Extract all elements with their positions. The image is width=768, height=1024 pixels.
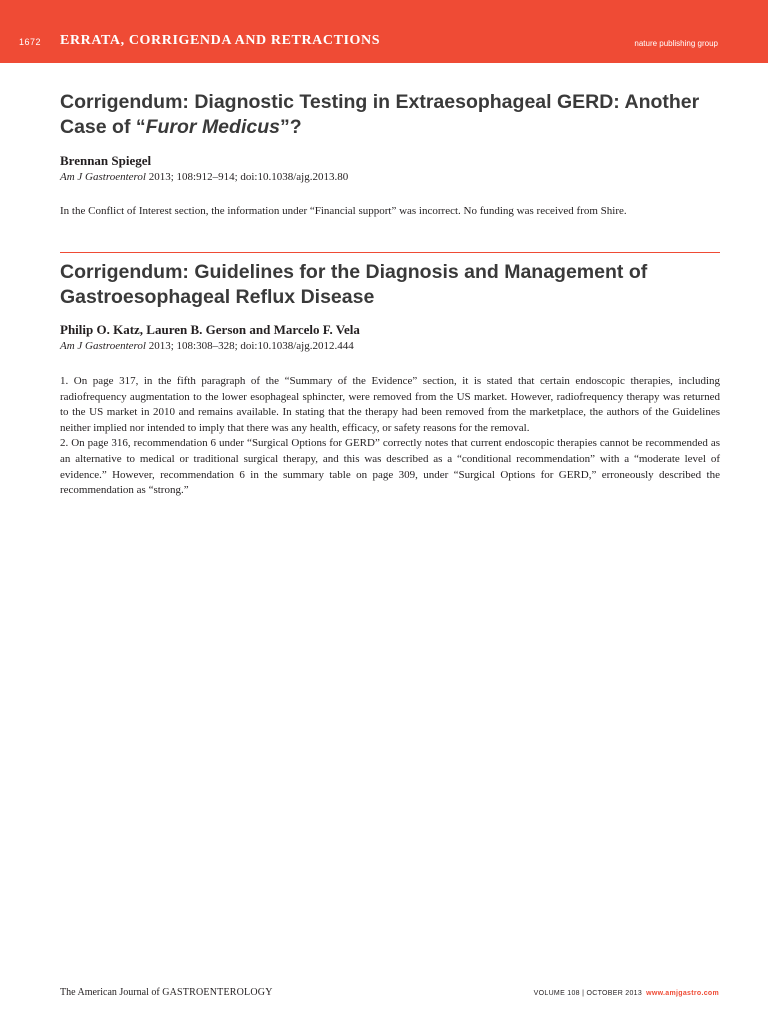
article-2-title: Corrigendum: Guidelines for the Diagnosis and Management of Gastroesophageal Reflux Disease bbox=[60, 261, 648, 308]
publisher-name: nature publishing group bbox=[634, 39, 718, 48]
article-1-citation-journal: Am J Gastroenterol bbox=[60, 171, 146, 183]
header-bar bbox=[0, 0, 768, 63]
article-2-citation-details: 2013; 108:308–328; doi:10.1038/ajg.2012.444 bbox=[145, 340, 354, 352]
article-1-title bbox=[60, 90, 720, 140]
footer-issue-info bbox=[534, 990, 719, 997]
footer-url-link[interactable]: www.amjgastro.com bbox=[646, 990, 719, 997]
article-1-authors: Brennan Spiegel bbox=[60, 153, 152, 168]
footer-volume-date: VOLUME 108 | OCTOBER 2013 bbox=[533, 990, 643, 997]
article-2-paragraph-2: 2. On page 316, recommendation 6 under “Surgical Options for GERD” correctly notes that current endoscopic therapies cannot be recommended as an alternative to medical or traditional surgical therapy, and this was described as a “conditional recommendation” with a “moderate level of evidence.” However, recommendation 6 in the summary table on page 309, under “Surgical Options for GERD,” erroneously described the recommendation as “strong.” bbox=[60, 437, 720, 497]
page-number: 1672 bbox=[19, 37, 42, 47]
section-title: ERRATA, CORRIGENDA AND RETRACTIONS bbox=[60, 33, 381, 48]
article-1-title-prefix: Corrigendum: Diagnostic Testing in Extraesophageal GERD: Another Case of “ bbox=[60, 91, 700, 138]
article-1-citation-details: 2013; 108:912–914; doi:10.1038/ajg.2013.80 bbox=[145, 171, 349, 183]
article-1-citation bbox=[60, 170, 720, 184]
article-2-authors: Philip O. Katz, Lauren B. Gerson and Marcelo F. Vela bbox=[60, 322, 360, 337]
footer-journal-name bbox=[60, 987, 273, 998]
article-1-title-suffix: ”? bbox=[279, 116, 302, 138]
article-divider bbox=[60, 252, 720, 253]
footer-journal-prefix: The American Journal bbox=[60, 987, 149, 998]
article-1-body: In the Conflict of Interest section, the information under “Financial support” was incorrect. No funding was received from Shire. bbox=[60, 205, 627, 217]
footer-journal-of: of bbox=[148, 987, 163, 998]
article-2-citation bbox=[60, 339, 720, 353]
footer-journal-title: GASTROENTEROLOGY bbox=[162, 987, 273, 998]
article-1-title-italic: Furor Medicus bbox=[145, 116, 280, 138]
corrigendum-article-2 bbox=[60, 260, 720, 499]
article-2-citation-journal: Am J Gastroenterol bbox=[60, 340, 146, 352]
corrigendum-article-1 bbox=[60, 90, 720, 220]
article-2-paragraph-1: 1. On page 317, in the fifth paragraph of the “Summary of the Evidence” section, it is stated that certain endoscopic therapies, including radiofrequency augmentation to the lower esophageal sphincter, were removed from the US market. However, radiofrequency therapy was returned to the US market in 2010 and remains available. In stating that the therapy had been removed from the marketplace, the authors of the Guidelines neither implied nor intended to imply that there was any health, efficacy, or safety reasons for the removal. bbox=[60, 375, 720, 434]
